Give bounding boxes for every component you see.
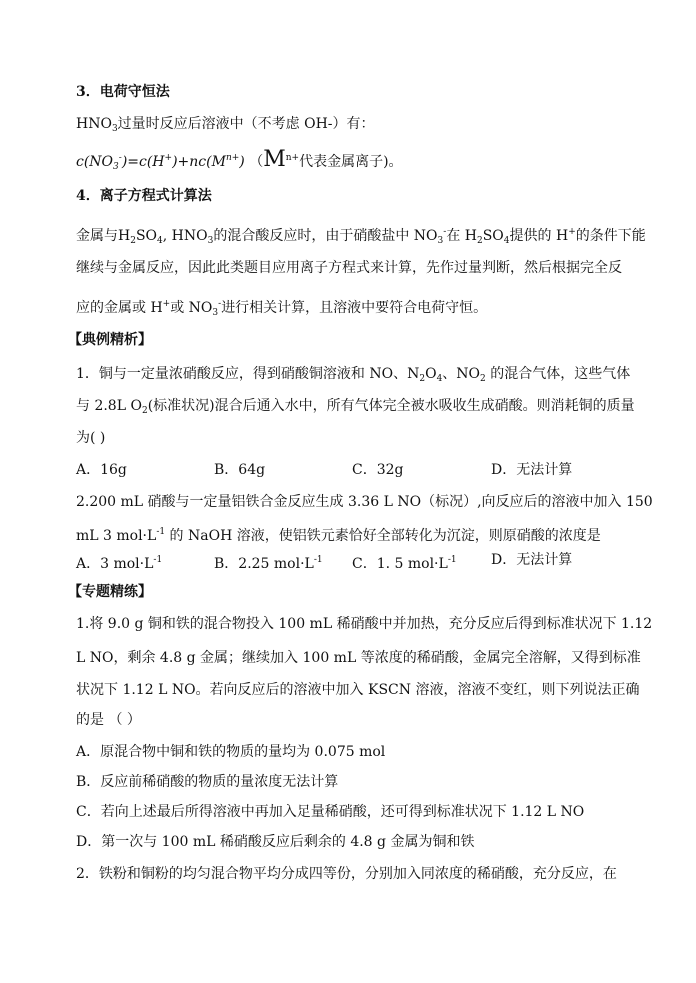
section-4-heading: 4．离子方程式计算法	[76, 188, 212, 204]
ex2-l2-b: 的 NaOH 溶液，使铝铁元素恰好全部转化为沉淀，则原硝酸的浓度是	[165, 528, 601, 544]
examples-heading: 【典例精析】	[68, 332, 152, 348]
section-4-para-line-1	[76, 222, 646, 251]
p1-sub4b: 4	[503, 236, 510, 246]
p3-supplus: +	[162, 299, 171, 309]
ex2-l2-sup: -1	[156, 527, 166, 537]
example-1-options	[76, 460, 636, 480]
ex1-l2-a: 与 2.8L O	[76, 398, 142, 414]
ex1-sub2b: 2	[480, 374, 486, 384]
p3-a: 应的金属或 H	[76, 300, 163, 316]
ex1-l2-b: (标准状况)混合后通入水中，所有气体完全被水吸收生成硝酸。则消耗铜的质量	[147, 398, 635, 414]
p3-b: 或 NO	[170, 300, 213, 316]
p3-supminus: -	[218, 299, 222, 309]
practice-1-option-b[interactable]: B．反应前稀硝酸的物质的量浓度无法计算	[76, 774, 339, 790]
formula-rhs: )+nc(M	[172, 154, 226, 170]
p1-sub4: 4	[157, 236, 163, 246]
note-text: 代表金属离子)。	[299, 154, 403, 170]
p1-sub3: 3	[207, 236, 214, 246]
practice-heading: 【专题精练】	[68, 584, 152, 600]
example-1-line-2	[76, 396, 636, 421]
p1-g: 提供的 H	[509, 228, 569, 244]
practice-1-option-c[interactable]: C．若向上述最后所得溶液中再加入足量稀硝酸，还可得到标准状况下 1.12 L NO	[76, 804, 585, 820]
practice-1-line-4: 的是 （ ）	[76, 712, 141, 728]
practice-2-line-1: 2．铁粉和铜粉的均匀混合物平均分成四等份，分别加入同浓度的稀硝酸，充分反应，在	[76, 866, 617, 882]
ex1-l1-b: O	[425, 366, 437, 382]
ex2-opt-b-sup: -1	[313, 555, 323, 565]
p1-sub2: 2	[130, 236, 136, 246]
p1-a: 金属与H	[76, 228, 131, 244]
ex1-l1-a: 1．铜与一定量浓硝酸反应，得到硝酸铜溶液和 NO、N	[76, 366, 420, 382]
p1-d: 的混合酸反应时，由于硝酸盐中 NO	[213, 228, 438, 244]
example-1-line-1	[76, 364, 636, 389]
formula-lhs-sup: -	[118, 153, 122, 163]
p1-b: SO	[135, 228, 158, 244]
ex2-opt-c-sup: -1	[447, 555, 457, 565]
section-4-para-line-3	[76, 294, 636, 323]
cond-sub: 3	[111, 124, 118, 134]
formula-lhs: c(NO	[76, 154, 114, 170]
example-2-options	[76, 550, 636, 570]
p3-sub3: 3	[212, 308, 219, 318]
formula-rhs-sup: n+	[225, 153, 240, 163]
ex1-l1-d: 的混合气体，这些气体	[485, 366, 631, 382]
charge-balance-formula	[76, 148, 636, 177]
formula-mid: )=c(H	[121, 154, 165, 170]
p1-e: 在 H	[446, 228, 477, 244]
example-2-option-d[interactable]: D．无法计算	[491, 552, 573, 568]
cond-text-a: HNO	[76, 116, 112, 132]
practice-1-line-3: 状况下 1.12 L NO。若向反应后的溶液中加入 KSCN 溶液，溶液不变红，则下列说法正确	[76, 682, 640, 698]
note-m: M	[263, 147, 286, 172]
section-3-condition	[76, 114, 636, 139]
ex1-l1-c: 、NO	[442, 366, 481, 382]
example-2-option-c[interactable]	[352, 550, 457, 574]
example-1-option-c[interactable]: C．32g	[352, 462, 404, 478]
example-2-option-b[interactable]	[214, 550, 323, 574]
ex1-sub4: 4	[436, 374, 443, 384]
practice-1-option-d[interactable]: D．第一次与 100 mL 稀硝酸反应后剩余的 4.8 g 金属为铜和铁	[76, 834, 475, 850]
p1-supminus: -	[443, 227, 447, 237]
formula-end: )	[239, 154, 245, 170]
practice-1-line-2: L NO，剩余 4.8 g 金属；继续加入 100 mL 等浓度的稀硝酸，金属完全溶解，又得到标准	[76, 650, 641, 666]
example-2-line-1: 2.200 mL 硝酸与一定量铝铁合金反应生成 3.36 L NO（标况）,向反应后的溶液中加入 150	[76, 494, 653, 510]
note-sup: n+	[285, 153, 300, 163]
p1-sub3b: 3	[437, 236, 444, 246]
ex2-opt-b-text: B．2.25 mol·L	[214, 556, 314, 572]
ex2-l2-a: mL 3 mol·L	[76, 528, 157, 544]
practice-1-line-1: 1.将 9.0 g 铜和铁的混合物投入 100 mL 稀硝酸中并加热，充分反应后得到标准状况下 1.12	[76, 616, 653, 632]
section-3-heading: 3．电荷守恒法	[76, 84, 170, 100]
section-4-para-line-2: 继续与金属反应，因此此类题目应用离子方程式来计算，先作过量判断，然后根据完全反	[76, 260, 622, 276]
formula-mid-sup: +	[164, 153, 173, 163]
cond-text-b: 过量时反应后溶液中（不考虑 OH-）有：	[117, 116, 375, 132]
note-open: （	[249, 154, 264, 170]
ex2-opt-c-text: C．1. 5 mol·L	[352, 556, 448, 572]
p1-f: SO	[482, 228, 504, 244]
example-1-line-3: 为( )	[76, 430, 106, 446]
p1-h: 的条件下能	[575, 228, 646, 244]
p1-sub2b: 2	[476, 236, 483, 246]
ex1-l2-sub2: 2	[141, 406, 148, 416]
formula-lhs-sub: 3	[113, 162, 119, 172]
p1-supplus: +	[568, 227, 576, 237]
practice-1-option-a[interactable]: A．原混合物中铜和铁的物质的量均为 0.075 mol	[76, 744, 386, 760]
example-1-option-b[interactable]: B．64g	[214, 462, 266, 478]
example-2-option-a[interactable]	[76, 550, 162, 574]
ex1-sub2: 2	[419, 374, 426, 384]
ex2-opt-a-sup: -1	[153, 555, 163, 565]
example-1-option-a[interactable]: A．16g	[76, 462, 127, 478]
p3-c: 进行相关计算，且溶液中要符合电荷守恒。	[221, 300, 488, 316]
example-1-option-d[interactable]: D．无法计算	[491, 462, 573, 478]
p1-c: , HNO	[162, 228, 208, 244]
ex2-opt-a-text: A．3 mol·L	[76, 556, 154, 572]
example-2-line-2	[76, 522, 636, 546]
